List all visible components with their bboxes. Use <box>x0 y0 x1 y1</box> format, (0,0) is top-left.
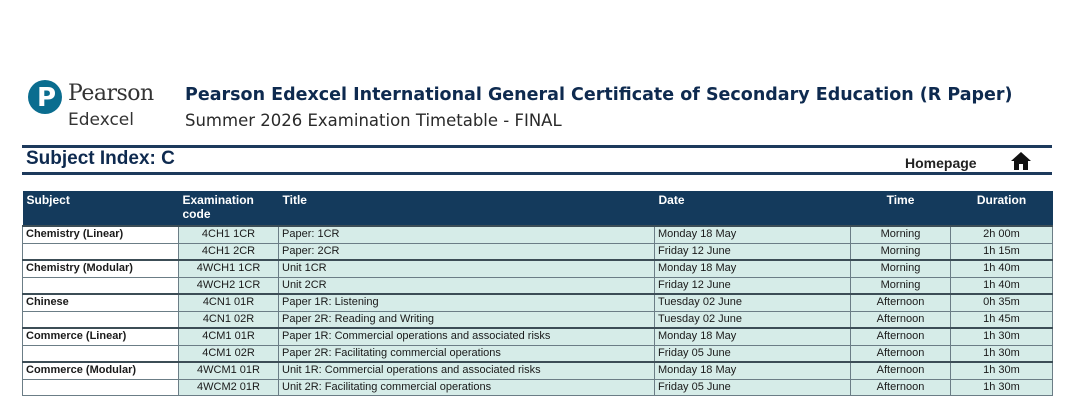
date-cell: Friday 12 June <box>655 277 851 294</box>
column-header-subject: Subject <box>23 191 179 226</box>
duration-cell: 1h 40m <box>951 277 1053 294</box>
time-cell: Morning <box>851 243 951 260</box>
table-row <box>23 328 1053 345</box>
time-cell: Morning <box>851 226 951 243</box>
pearson-logo-mark <box>28 80 62 114</box>
time-cell: Afternoon <box>851 311 951 328</box>
code-cell: 4CM1 01R <box>179 328 279 345</box>
table-row <box>23 277 1053 294</box>
date-cell: Friday 12 June <box>655 243 851 260</box>
date-cell: Tuesday 02 June <box>655 311 851 328</box>
subject-cell <box>23 345 179 362</box>
table-row <box>23 379 1053 396</box>
duration-cell: 1h 45m <box>951 311 1053 328</box>
subject-cell: Chemistry (Modular) <box>23 260 179 277</box>
time-cell: Afternoon <box>851 328 951 345</box>
time-cell: Afternoon <box>851 345 951 362</box>
home-icon[interactable] <box>1010 151 1032 171</box>
date-cell: Monday 18 May <box>655 362 851 379</box>
title-cell: Paper 2R: Reading and Writing <box>279 311 655 328</box>
column-header-code: Examination code <box>179 191 279 226</box>
time-cell: Morning <box>851 277 951 294</box>
date-cell: Friday 05 June <box>655 345 851 362</box>
time-cell: Morning <box>851 260 951 277</box>
code-cell: 4CH1 1CR <box>179 226 279 243</box>
code-cell: 4CN1 02R <box>179 311 279 328</box>
table-row <box>23 243 1053 260</box>
code-cell: 4WCM2 01R <box>179 379 279 396</box>
duration-cell: 1h 30m <box>951 362 1053 379</box>
subject-index-title: Subject Index: C <box>26 148 175 169</box>
duration-cell: 2h 00m <box>951 226 1053 243</box>
code-cell: 4CM1 02R <box>179 345 279 362</box>
table-row <box>23 362 1053 379</box>
subject-cell: Commerce (Linear) <box>23 328 179 345</box>
subject-cell <box>23 311 179 328</box>
table-row <box>23 260 1053 277</box>
title-cell: Paper 2R: Facilitating commercial operations <box>279 345 655 362</box>
title-cell: Paper 1R: Commercial operations and associated risks <box>279 328 655 345</box>
date-cell: Friday 05 June <box>655 379 851 396</box>
table-row <box>23 226 1053 243</box>
subject-cell: Chinese <box>23 294 179 311</box>
table-row <box>23 311 1053 328</box>
time-cell: Afternoon <box>851 362 951 379</box>
duration-cell: 1h 30m <box>951 328 1053 345</box>
duration-cell: 1h 40m <box>951 260 1053 277</box>
duration-cell: 1h 30m <box>951 345 1053 362</box>
date-cell: Monday 18 May <box>655 226 851 243</box>
code-cell: 4WCH2 1CR <box>179 277 279 294</box>
date-cell: Monday 18 May <box>655 260 851 277</box>
logo-subword: Edexcel <box>68 110 134 130</box>
code-cell: 4CH1 2CR <box>179 243 279 260</box>
date-cell: Monday 18 May <box>655 328 851 345</box>
title-cell: Unit 2CR <box>279 277 655 294</box>
document-title: Pearson Edexcel International General Certificate of Secondary Education (R Paper) <box>185 85 1013 105</box>
pearson-logo <box>28 78 158 132</box>
document-subtitle: Summer 2026 Examination Timetable - FINAL <box>185 111 562 130</box>
column-header-time: Time <box>851 191 951 226</box>
timetable <box>22 191 1053 396</box>
title-cell: Paper: 1CR <box>279 226 655 243</box>
logo-letter: P <box>37 83 57 113</box>
code-cell: 4CN1 01R <box>179 294 279 311</box>
code-cell: 4WCM1 01R <box>179 362 279 379</box>
table-row <box>23 294 1053 311</box>
column-header-duration: Duration <box>951 191 1053 226</box>
date-cell: Tuesday 02 June <box>655 294 851 311</box>
column-header-title: Title <box>279 191 655 226</box>
subject-cell <box>23 277 179 294</box>
header-rule-bottom <box>22 172 1052 175</box>
column-header-date: Date <box>655 191 851 226</box>
header-rule-top <box>22 145 1052 148</box>
homepage-link[interactable]: Homepage <box>905 155 977 171</box>
duration-cell: 1h 15m <box>951 243 1053 260</box>
table-row <box>23 345 1053 362</box>
title-cell: Unit 1CR <box>279 260 655 277</box>
duration-cell: 0h 35m <box>951 294 1053 311</box>
subject-cell <box>23 379 179 396</box>
logo-word: Pearson <box>68 81 154 106</box>
duration-cell: 1h 30m <box>951 379 1053 396</box>
subject-cell: Commerce (Modular) <box>23 362 179 379</box>
subject-cell: Chemistry (Linear) <box>23 226 179 243</box>
time-cell: Afternoon <box>851 379 951 396</box>
title-cell: Unit 2R: Facilitating commercial operations <box>279 379 655 396</box>
subject-cell <box>23 243 179 260</box>
title-cell: Paper 1R: Listening <box>279 294 655 311</box>
title-cell: Unit 1R: Commercial operations and associated risks <box>279 362 655 379</box>
table-header-row <box>23 191 1053 226</box>
time-cell: Afternoon <box>851 294 951 311</box>
title-cell: Paper: 2CR <box>279 243 655 260</box>
code-cell: 4WCH1 1CR <box>179 260 279 277</box>
